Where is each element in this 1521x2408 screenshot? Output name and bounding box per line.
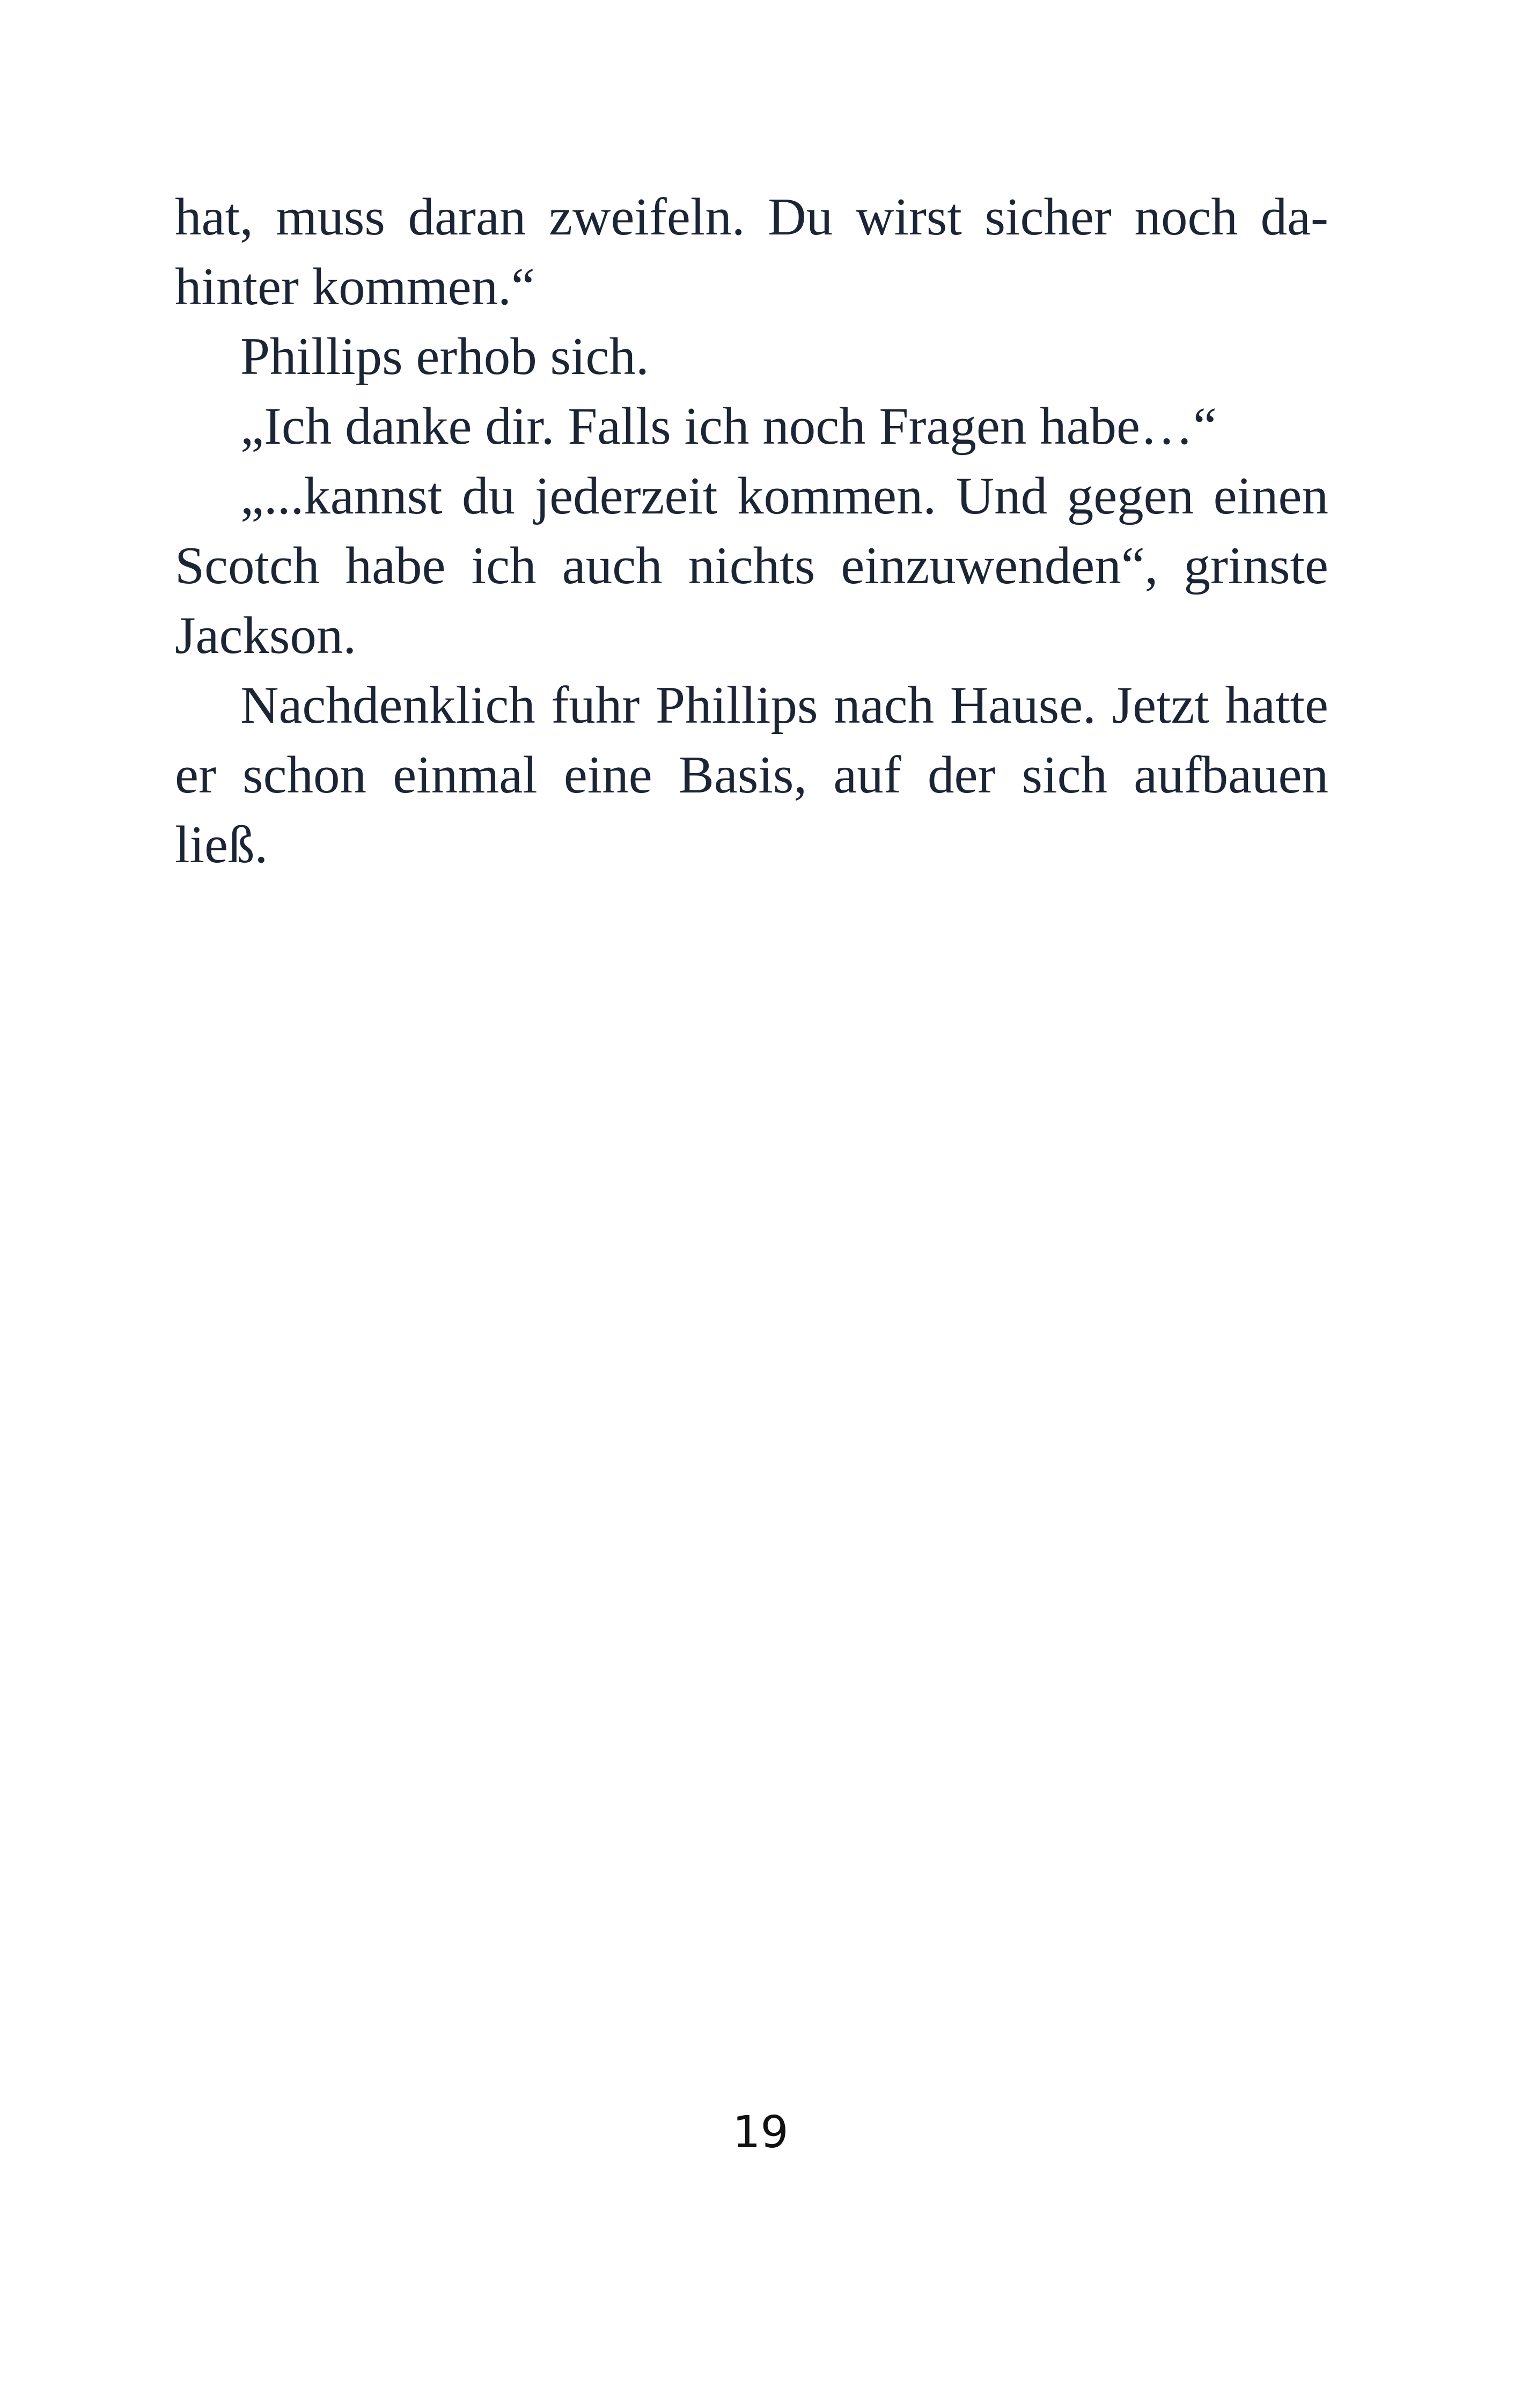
text-line: Scotch habe ich auch nichts einzuwenden“, grinste xyxy=(175,537,1328,595)
text-line: Jackson. xyxy=(175,606,357,665)
text-line: Nachdenklich fuhr Phillips nach Hause. Jetzt hatte xyxy=(240,676,1328,735)
text-line: „Ich danke dir. Falls ich noch Fragen habe…“ xyxy=(240,397,1217,456)
text-line: hat, muss daran zweifeln. Du wirst sicher noch da- xyxy=(175,188,1328,246)
text-line: er schon einmal eine Basis, auf der sich aufbauen xyxy=(175,746,1328,804)
text-line: ließ. xyxy=(175,816,268,874)
text-line: „...kannst du jederzeit kommen. Und gegen einen xyxy=(240,467,1328,525)
text-line: hinter kommen.“ xyxy=(175,258,535,316)
page-number: 19 xyxy=(732,2107,789,2158)
body-text xyxy=(175,182,1328,880)
text-line: Phillips erhob sich. xyxy=(240,327,649,386)
